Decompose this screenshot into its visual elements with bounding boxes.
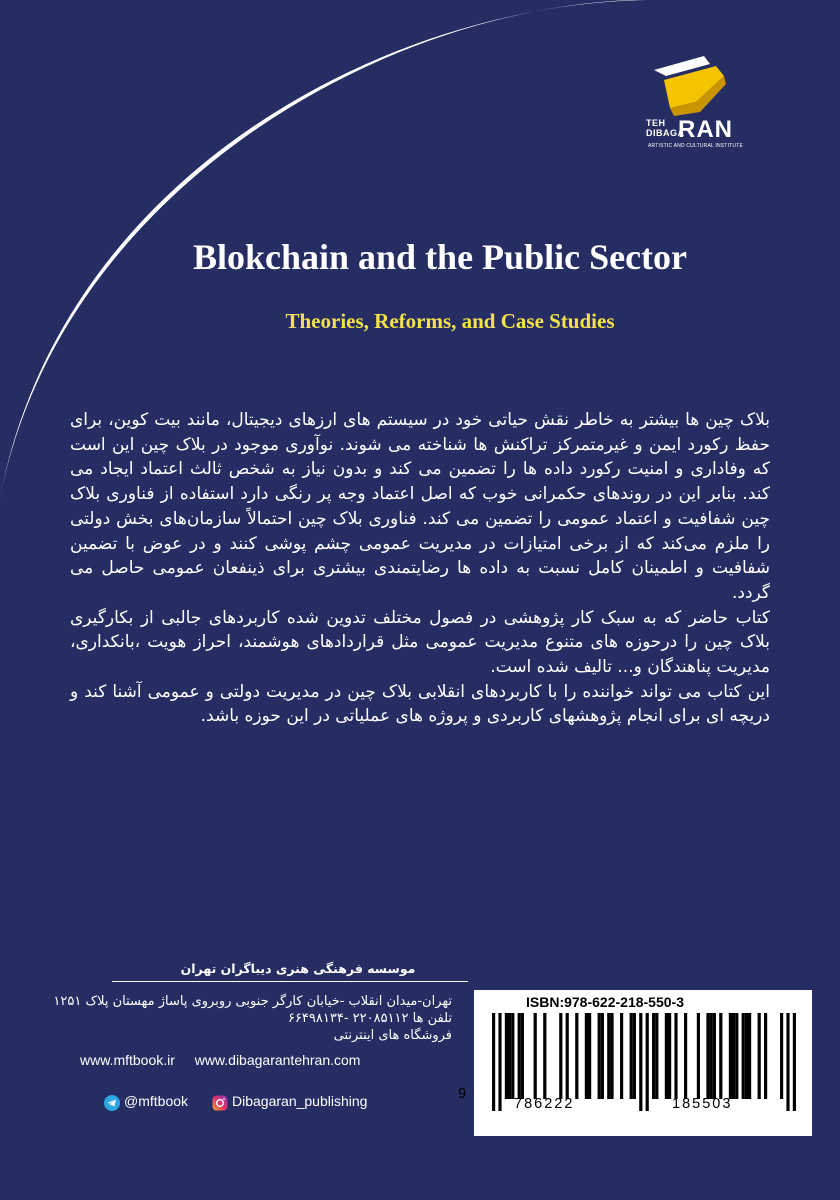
barcode-bar: [610, 1013, 613, 1099]
description-paragraph-2: کتاب حاضر که به سبک کار پژوهشی در فصول مختلف تدوین شده کاربردهای جالبی از بکارگیری بلاک چین را درحوزه های متنوع مدیریت عمومی مثل قراردادهای هوشمند، احراز هویت ،بانکداری، مدیریت پناهندگان و... تالیف شده است.: [70, 607, 770, 678]
barcode-bar: [735, 1013, 738, 1099]
logo-subtitle: ARTISTIC AND CULTURAL INSTITUTE: [648, 143, 744, 149]
publisher-divider: [112, 981, 468, 982]
barcode-bar: [786, 1013, 789, 1111]
barcode-bar: [534, 1013, 537, 1099]
barcode-bar: [646, 1013, 649, 1111]
barcode-bar: [566, 1013, 569, 1099]
barcode-bar: [729, 1013, 732, 1099]
barcode-bar: [498, 1013, 501, 1111]
description-paragraph-1: بلاک چین ها بیشتر به خاطر نقش حیاتی خود در سیستم های ارزهای دیجیتال، مانند بیت کوین، برای حفظ رکورد ایمن و غیرمتمرکز تراکنش ها شناخته می شوند. نوآوری موجود در بلاک چین این است که وفاداری و امنیت رکورد داده ها را تضمین می کند و بدون نیاز به شخص ثالث اعتماد ایجاد می کند. بنابر این در روندهای حکمرانی خوب که اصل اعتماد وجه پر رنگی دارد استفاده از فناوری بلاک چین شفافیت و اعتماد عمومی را تضمین می کند. فناوری بلاک چین احتمالاً سازمان‌های بخش دولتی را ملزم می‌کند که از برخی امتیازات در مدیریت عمومی چشم پوشی کنند و در عوض با تضمین شفافیت و اطمینان کامل نسبت به داده ها رضایتمندی بیشتری برای ذینفعان عمومی حاصل می گردد.: [70, 410, 770, 603]
publisher-name: موسسه فرهنگی هنری دیباگران تهران: [180, 961, 416, 976]
telegram-handle[interactable]: @mftbook: [124, 1093, 189, 1109]
book-description: [70, 408, 770, 729]
isbn-label: ISBN:978-622-218-550-3: [526, 994, 684, 1010]
description-paragraph-3: این کتاب می تواند خواننده را با کاربردهای انقلابی بلاک چین در مدیریت دولتی و عمومی آشنا کند و دریچه ای برای انجام پژوهشهای کاربردی و پروژه های عملیاتی در این حوزه باشد.: [70, 681, 770, 727]
barcode-bar: [633, 1013, 636, 1099]
telegram-icon: [104, 1095, 120, 1111]
barcode-bar: [508, 1013, 511, 1099]
logo-ran-text: RAN: [678, 116, 733, 143]
barcode-bar: [732, 1013, 735, 1099]
barcode-bar: [511, 1013, 514, 1099]
websites: [80, 1052, 360, 1068]
barcode-bar: [655, 1013, 658, 1099]
barcode-bar: [684, 1013, 687, 1099]
barcode-bar: [745, 1013, 748, 1099]
barcode-bar: [588, 1013, 591, 1099]
barcode-bar: [585, 1013, 588, 1099]
instagram-handle[interactable]: Dibagaran_publishing: [232, 1093, 368, 1109]
online-stores-label: فروشگاه های اینترنتی: [333, 1028, 452, 1043]
barcode-bar: [710, 1013, 713, 1099]
barcode-bar: [758, 1013, 761, 1099]
barcode-bar: [630, 1013, 633, 1099]
barcode-bar: [665, 1013, 668, 1099]
logo-teh-text: TEH: [646, 118, 666, 128]
isbn-right-digits: 185503: [672, 1096, 733, 1112]
website-dibagaran-link[interactable]: www.dibagarantehran.com: [194, 1052, 361, 1068]
publisher-address: تهران-میدان انقلاب -خیابان کارگر جنوبی روبروی پاساژ مهستان پلاک ۱۲۵۱: [53, 994, 452, 1009]
logo-dibaga-text: DIBAGA: [646, 128, 685, 138]
publisher-phones: تلفن ها ۲۲۰۸۵۱۱۲ -۶۶۴۹۸۱۳۴: [287, 1011, 452, 1026]
barcode-bar: [601, 1013, 604, 1099]
barcode-bar: [674, 1013, 677, 1099]
barcode-bar: [521, 1013, 524, 1099]
barcode-bar: [748, 1013, 751, 1099]
barcode-bar: [639, 1013, 642, 1111]
barcode-bar: [793, 1013, 796, 1111]
barcode-bar: [505, 1013, 508, 1099]
isbn-barcode-panel: [458, 990, 812, 1136]
barcode-bar: [492, 1013, 495, 1111]
barcode-bar: [742, 1013, 745, 1099]
isbn-left-digits: 786222: [514, 1096, 575, 1112]
barcode-bar: [719, 1013, 722, 1099]
barcode-bar: [575, 1013, 578, 1099]
barcode-bar: [652, 1013, 655, 1099]
website-mftbook-link[interactable]: www.mftbook.ir: [80, 1052, 175, 1068]
barcode-bar: [764, 1013, 767, 1099]
barcode-bar: [668, 1013, 671, 1099]
instagram-icon: [212, 1095, 228, 1111]
publisher-address-block: [40, 993, 452, 1044]
book-title: Blokchain and the Public Sector: [192, 237, 688, 277]
barcode-bar: [780, 1013, 783, 1099]
isbn-lead-digit: 9: [458, 1086, 467, 1102]
barcode-bar: [713, 1013, 716, 1099]
barcode-bar: [559, 1013, 562, 1099]
barcode-bar: [598, 1013, 601, 1099]
barcode-bar: [620, 1013, 623, 1099]
barcode-bar: [706, 1013, 709, 1099]
barcode-bar: [697, 1013, 700, 1099]
barcode-bar: [543, 1013, 546, 1099]
barcode-bar: [607, 1013, 610, 1099]
book-subtitle: Theories, Reforms, and Case Studies: [285, 309, 615, 333]
barcode-bar: [518, 1013, 521, 1099]
